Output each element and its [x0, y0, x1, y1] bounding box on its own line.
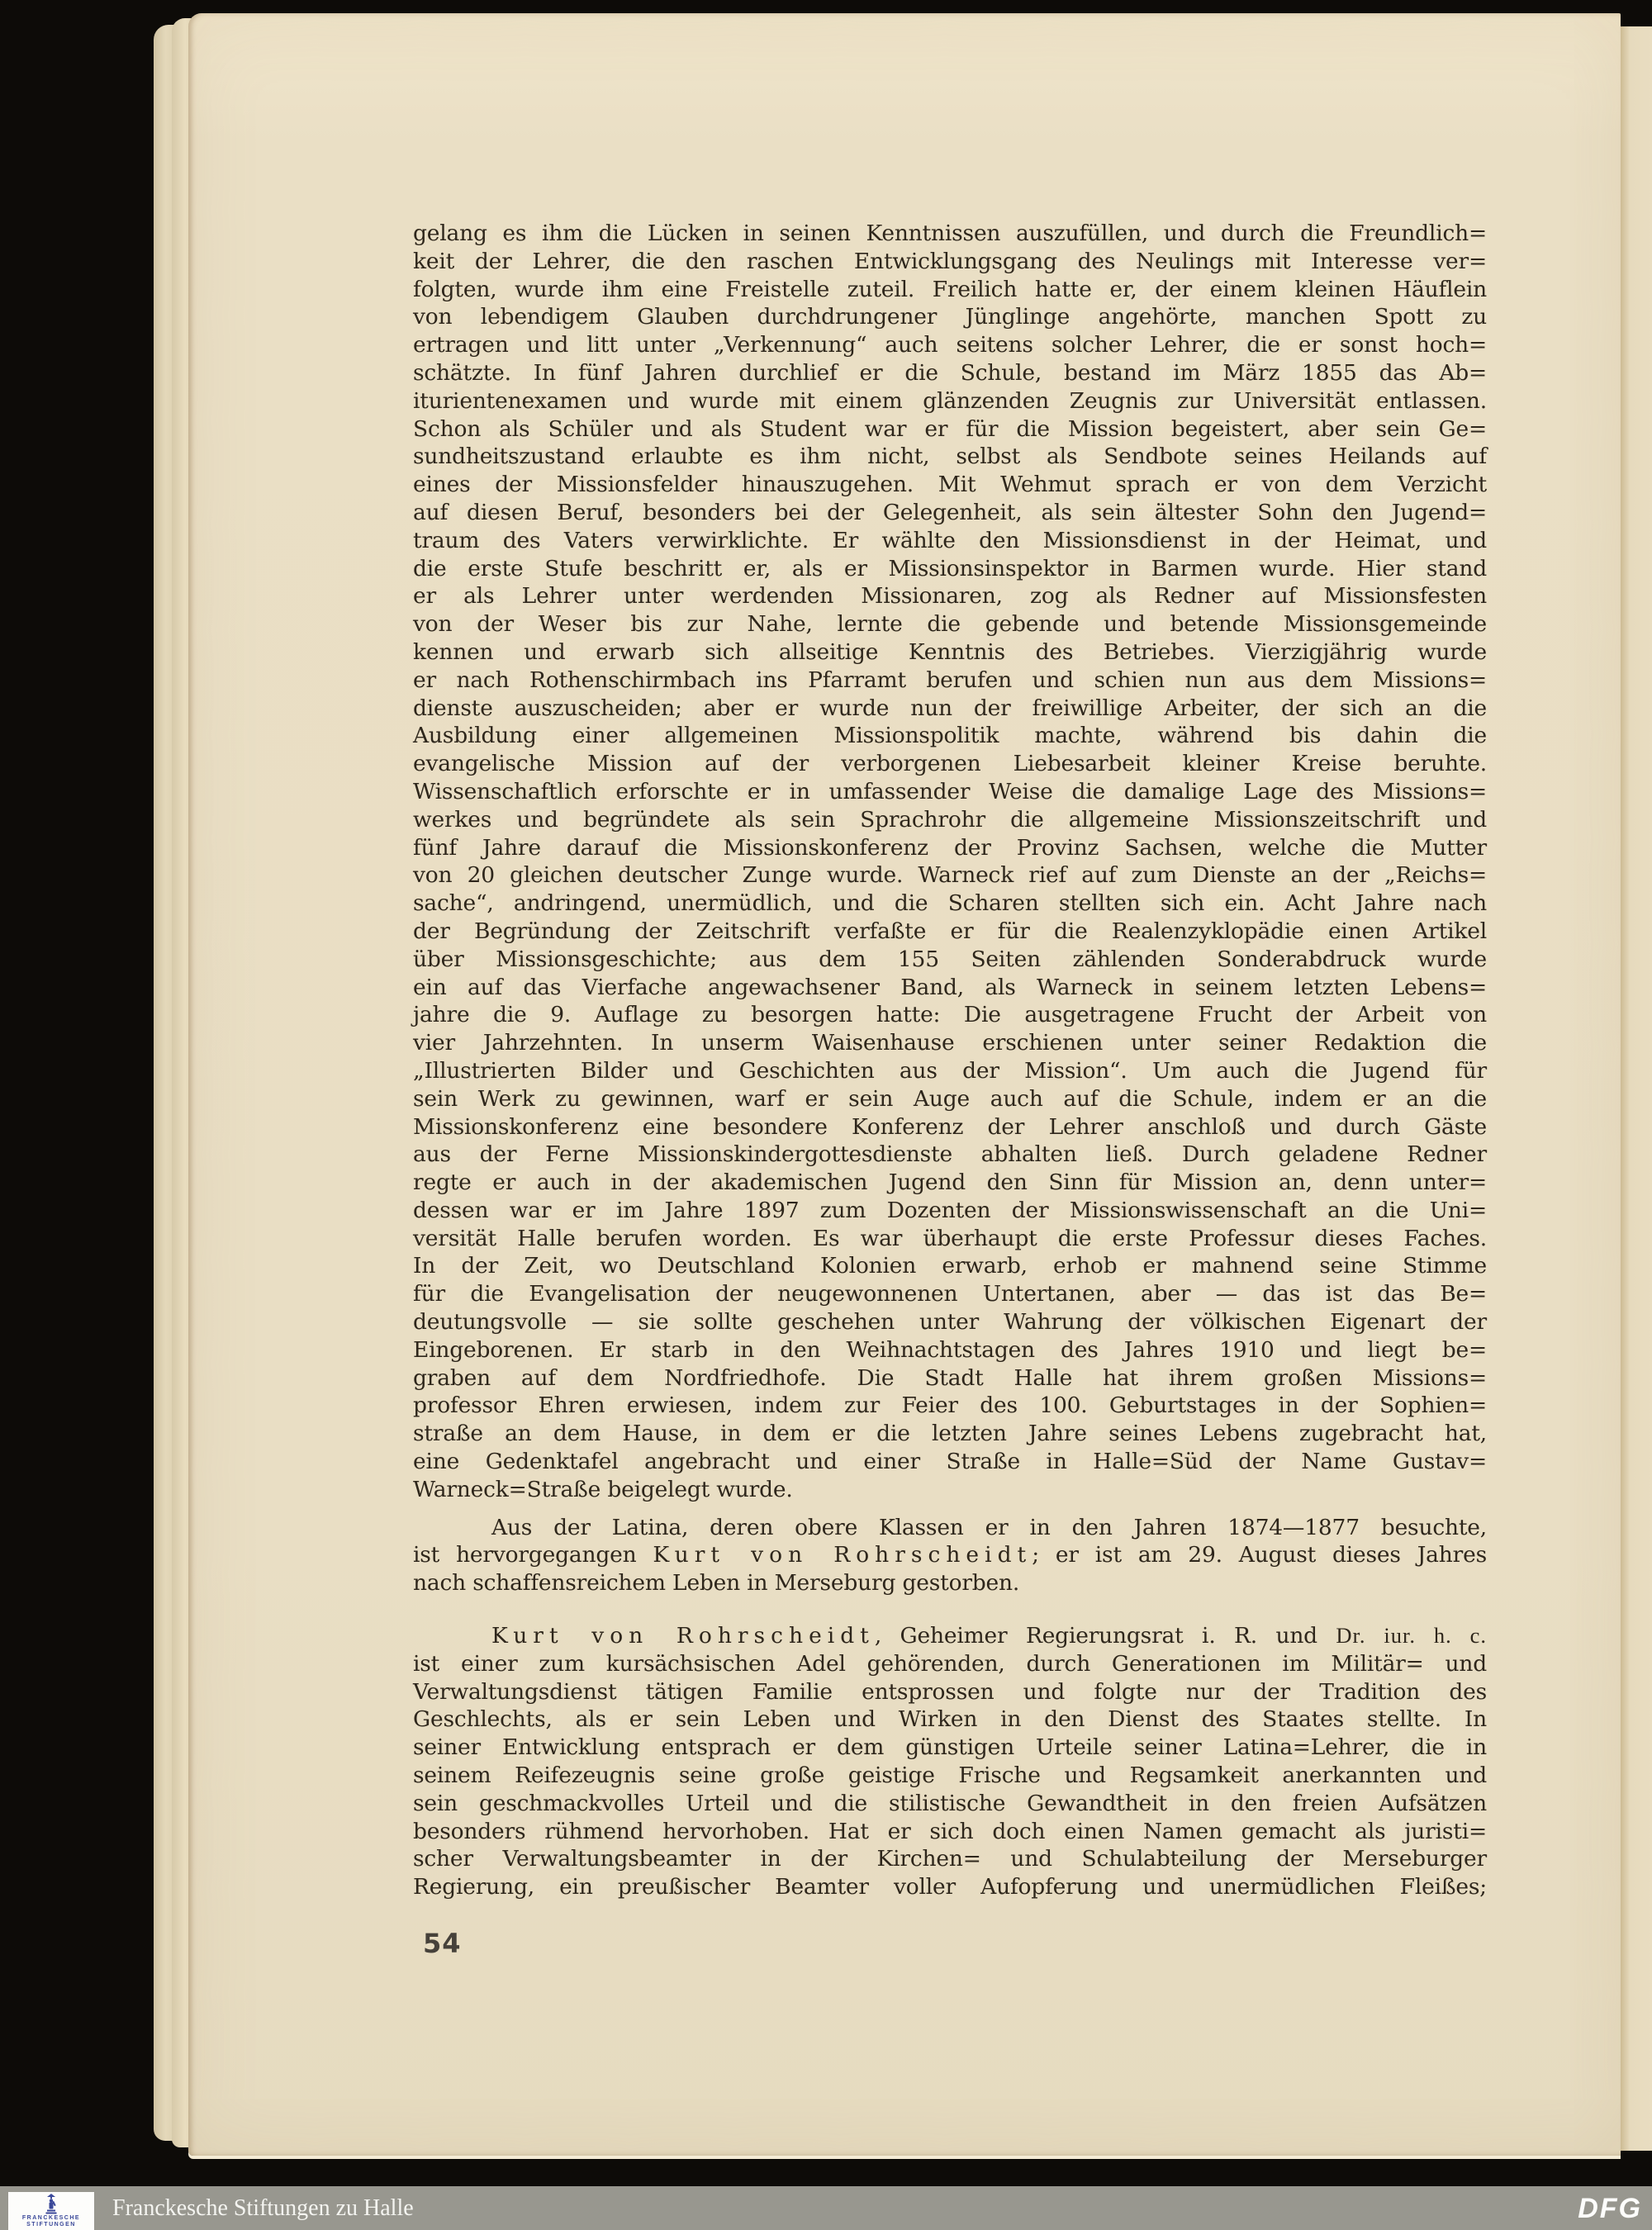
franckesche-stiftungen-logo[interactable] — [8, 2192, 94, 2230]
text-line: Regierung, ein preußischer Beamter voller Aufopferung und unermüdlichen Fleißes; — [413, 1874, 1487, 1900]
text-line: scher Verwaltungsbeamter in der Kirchen= und Schulabteilung der Merseburger — [413, 1846, 1487, 1872]
text-line: eine Gedenktafel angebracht und einer Straße in Halle=Süd der Name Gustav= — [413, 1449, 1487, 1475]
text-line: sache“, andringend, unermüdlich, und die Scharen stellten sich ein. Acht Jahre nach — [413, 890, 1487, 917]
text-line: jahre die 9. Auflage zu besorgen hatte: Die ausgetragene Frucht der Arbeit von — [413, 1002, 1487, 1028]
text-line: fünf Jahre darauf die Missionskonferenz der Provinz Sachsen, welche die Mutter — [413, 834, 1487, 861]
text-line: iturientenexamen und wurde mit einem glänzenden Zeugnis zur Universität entlassen. — [413, 387, 1487, 414]
text-line: von 20 gleichen deutscher Zunge wurde. Warneck rief auf zum Dienste an der „Reichs= — [413, 862, 1487, 889]
text-line: In der Zeit, wo Deutschland Kolonien erwarb, erhob er mahnend seine Stimme — [413, 1253, 1487, 1279]
text-line: Missionskonferenz eine besondere Konferenz der Lehrer anschloß und durch Gäste — [413, 1113, 1487, 1140]
text-line: ertragen und litt unter „Verkennung“ auch seitens solcher Lehrer, die er sonst hoch= — [413, 332, 1487, 358]
text-line: besonders rühmend hervorhoben. Hat er sich doch einen Namen gemacht als juristi= — [413, 1818, 1487, 1844]
text-line: sundheitszustand erlaubte es ihm nicht, selbst als Sendbote seines Heilands auf — [413, 444, 1487, 470]
text-line: er als Lehrer unter werdenden Missionaren, zog als Redner auf Missionsfesten — [413, 583, 1487, 610]
logo-caption-line1: FRANCKESCHE — [21, 2215, 81, 2221]
text-line: regte er auch in der akademischen Jugend den Sinn für Mission an, denn unter= — [413, 1170, 1487, 1196]
text-line: Warneck=Straße beigelegt wurde. — [413, 1476, 793, 1502]
text-line: sein Werk zu gewinnen, warf er sein Auge auch auf die Schule, indem er an die — [413, 1085, 1487, 1112]
text-line: sein geschmackvolles Urteil und die stilistische Gewandtheit in den freien Aufsätzen — [413, 1790, 1487, 1816]
text-line: auf diesen Beruf, besonders bei der Gelegenheit, als sein ältester Sohn den Jugend= — [413, 499, 1487, 525]
text-line: der Begründung der Zeitschrift verfaßte er für die Realenzyklopädie einen Artikel — [413, 918, 1487, 944]
text-line: graben auf dem Nordfriedhofe. Die Stadt Halle hat ihrem großen Missions= — [413, 1364, 1487, 1391]
text-line: aus der Ferne Missionskindergottesdienste abhalten ließ. Durch geladene Redner — [413, 1141, 1487, 1168]
text-line: Aus der Latina, deren obere Klassen er in den Jahren 1874—1877 besuchte, — [491, 1514, 1487, 1540]
text-line: Kurt von Rohrscheidt, Geheimer Regierungsrat i. R. und Dr. iur. h. c. — [491, 1623, 1487, 1649]
text-line: „Illustrierten Bilder und Geschichten aus der Mission“. Um auch die Jugend für — [413, 1057, 1487, 1084]
text-line: für die Evangelisation der neugewonnenen Untertanen, aber — das ist das Be= — [413, 1281, 1487, 1307]
text-line: deutungsvolle — sie sollte geschehen unter Wahrung der völkischen Eigenart der — [413, 1309, 1487, 1336]
dfg-logo[interactable]: DFG — [1578, 2193, 1642, 2224]
text-line: die erste Stufe beschritt er, als er Missionsinspektor in Barmen wurde. Hier stand — [413, 555, 1487, 581]
paragraph — [413, 1514, 1487, 1597]
text-line: Eingeborenen. Er starb in den Weihnachtstagen des Jahres 1910 und liegt be= — [413, 1336, 1487, 1363]
text-line: ist einer zum kursächsischen Adel gehörenden, durch Generationen im Militär= und — [413, 1650, 1487, 1677]
francke-monument-icon — [42, 2194, 60, 2215]
page-edge-right — [1621, 26, 1652, 2151]
text-line: kennen und erwarb sich allseitige Kenntnis des Betriebes. Vierzigjährig wurde — [413, 638, 1487, 665]
text-line: er nach Rothenschirmbach ins Pfarramt berufen und schien nun aus dem Missions= — [413, 667, 1487, 693]
text-line: evangelische Mission auf der verborgenen Liebesarbeit kleiner Kreise beruhte. — [413, 751, 1487, 777]
logo-caption-line2: STIFTUNGEN — [26, 2222, 76, 2228]
text-line: schätzte. In fünf Jahren durchlief er die Schule, bestand im März 1855 das Ab= — [413, 359, 1487, 386]
text-line: vier Jahrzehnten. In unserm Waisenhause erschienen unter seiner Redaktion die — [413, 1030, 1487, 1056]
text-line: nach schaffensreichem Leben in Merseburg gestorben. — [413, 1570, 1020, 1597]
text-line: seiner Entwicklung entsprach er dem günstigen Urteile seiner Latina=Lehrer, die in — [413, 1734, 1487, 1761]
page-number: 54 — [423, 1928, 462, 1959]
text-line: Wissenschaftlich erforschte er in umfassender Weise die damalige Lage des Missions= — [413, 778, 1487, 804]
text-line: folgten, wurde ihm eine Freistelle zuteil. Freilich hatte er, der einem kleinen Häuflein — [413, 276, 1487, 302]
text-line: eines der Missionsfelder hinauszugehen. Mit Wehmut sprach er von dem Verzicht — [413, 472, 1487, 498]
text-line: traum des Vaters verwirklichte. Er wählte den Missionsdienst in der Heimat, und — [413, 527, 1487, 553]
text-line: von lebendigem Glauben durchdrungener Jünglinge angehörte, manchen Spott zu — [413, 304, 1487, 330]
text-line: Ausbildung einer allgemeinen Missionspolitik machte, während bis dahin die — [413, 723, 1487, 749]
text-line: straße an dem Hause, in dem er die letzten Jahre seines Lebens zugebracht hat, — [413, 1421, 1487, 1447]
text-line: professor Ehren erwiesen, indem zur Feier des 100. Geburtstages in der Sophien= — [413, 1393, 1487, 1419]
text-line: über Missionsgeschichte; aus dem 155 Seiten zählenden Sonderabdruck wurde — [413, 946, 1487, 972]
text-line: dessen war er im Jahre 1897 zum Dozenten der Missionswissenschaft an die Uni= — [413, 1197, 1487, 1223]
text-line: Geschlechts, als er sein Leben und Wirken in den Dienst des Staates stellte. In — [413, 1706, 1487, 1733]
text-line: Verwaltungsdienst tätigen Familie entsprossen und folgte nur der Tradition des — [413, 1678, 1487, 1705]
paragraph — [413, 1622, 1487, 1901]
page-text — [413, 220, 1487, 1901]
text-line: gelang es ihm die Lücken in seinen Kenntnissen auszufüllen, und durch die Freundlich= — [413, 221, 1487, 246]
text-line: keit der Lehrer, die den raschen Entwicklungsgang des Neulings mit Interesse ver= — [413, 248, 1487, 274]
text-line: versität Halle berufen worden. Es war überhaupt die erste Professur dieses Faches. — [413, 1225, 1487, 1251]
text-line: dienste auszuscheiden; aber er wurde nun der freiwillige Arbeiter, der sich an die — [413, 695, 1487, 721]
text-line: seinem Reifezeugnis seine große geistige Frische und Regsamkeit anerkannten und — [413, 1763, 1487, 1789]
text-line: ein auf das Vierfache angewachsener Band, als Warneck in seinem letzten Lebens= — [413, 974, 1487, 1000]
text-line: Schon als Schüler und als Student war er für die Mission begeistert, aber sein Ge= — [413, 415, 1487, 442]
paragraph — [413, 220, 1487, 1504]
institution-name: Franckesche Stiftungen zu Halle — [112, 2195, 414, 2221]
text-line: werkes und begründete als sein Sprachrohr die allgemeine Missionszeitschrift und — [413, 806, 1487, 833]
book-page — [188, 13, 1621, 2156]
text-line: von der Weser bis zur Nahe, lernte die gebende und betende Missionsgemeinde — [413, 611, 1487, 638]
text-line: ist hervorgegangen Kurt von Rohrscheidt; er ist am 29. August dieses Jahres — [413, 1542, 1487, 1568]
viewer-footer-bar — [0, 2186, 1652, 2230]
